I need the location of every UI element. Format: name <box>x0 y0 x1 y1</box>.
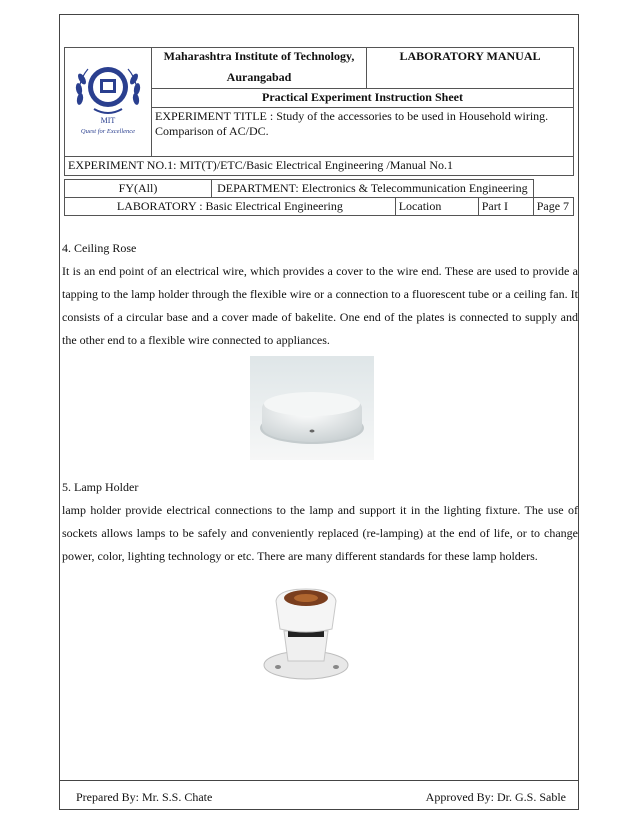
info-table <box>64 179 574 216</box>
lamp-holder-image <box>258 585 354 685</box>
part-cell: Part I <box>478 198 533 216</box>
institute-name-line1: Maharashtra Institute of Technology, <box>163 49 355 63</box>
header-table <box>64 47 574 176</box>
section-heading: 4. Ceiling Rose <box>62 241 137 255</box>
section-text: It is an end point of an electrical wire, which provides a cover to the wire end. These are used to provide a tapping to the lamp holder through the flexible wire or a connection to a fluorescent tube or a ceiling fan. It consists of a circular base and a cover made of bakelite. One end of the plates is connected to supply and the other end to a flexible wire connected to appliances. <box>62 264 578 347</box>
section-text: lamp holder provide electrical connections to the lamp and support it in the lighting fixture. The use of sockets allows lamps to be safely and conveniently replaced (re-lamping) at the end of life, or to change power, color, lighting technology or etc. There are many different standards for these lamp holders. <box>62 503 578 563</box>
prepared-by: Prepared By: Mr. S.S. Chate <box>76 790 213 804</box>
section-heading: 5. Lamp Holder <box>62 480 139 494</box>
year-cell: FY(All) <box>65 180 212 198</box>
sheet-title: Practical Experiment Instruction Sheet <box>152 89 574 108</box>
logo-motto: Quest for Excellence <box>80 128 136 135</box>
laboratory-cell: LABORATORY : Basic Electrical Engineering <box>65 198 396 216</box>
institute-name-cell <box>152 48 367 89</box>
page-footer <box>60 780 578 811</box>
institute-name-line2: Aurangabad <box>226 70 292 84</box>
ceiling-rose-image <box>250 356 374 460</box>
experiment-number: EXPERIMENT NO.1: MIT(T)/ETC/Basic Electrical Engineering /Manual No.1 <box>65 157 574 176</box>
section-lamp-holder <box>62 476 578 568</box>
logo-cell <box>65 48 152 157</box>
location-cell: Location <box>395 198 478 216</box>
mit-logo-icon <box>72 57 144 143</box>
logo-name: MIT <box>100 116 116 125</box>
page-number-cell: Page 7 <box>533 198 573 216</box>
manual-title: LABORATORY MANUAL <box>367 48 574 89</box>
approved-by: Approved By: Dr. G.S. Sable <box>425 790 566 804</box>
document-page <box>59 14 579 810</box>
section-ceiling-rose <box>62 237 578 352</box>
experiment-title: EXPERIMENT TITLE : Study of the accessories to be used in Household wiring. Comparison of AC/DC. <box>152 108 574 157</box>
department-cell: DEPARTMENT: Electronics & Telecommunication Engineering <box>212 180 534 198</box>
